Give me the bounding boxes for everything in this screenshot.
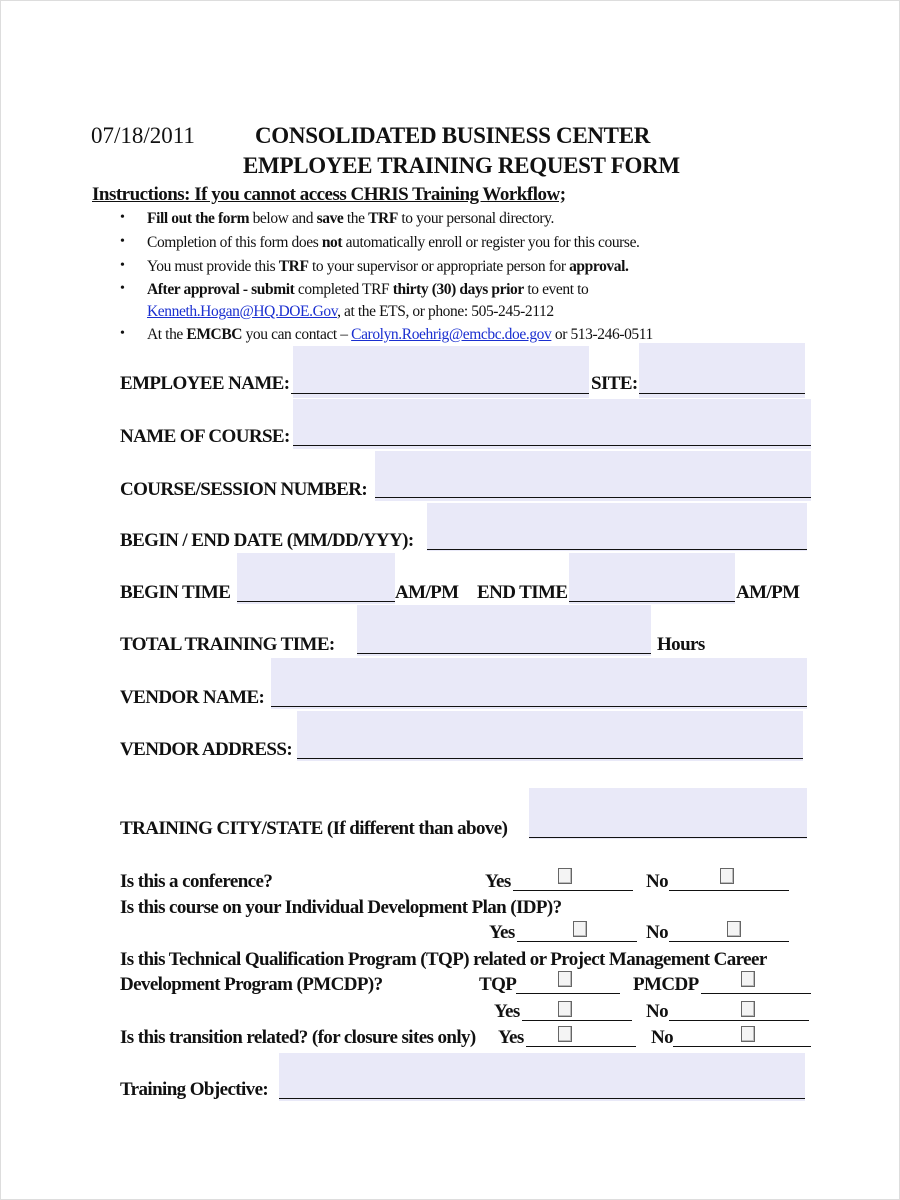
city-state-input[interactable]	[529, 788, 807, 839]
underline	[669, 1020, 809, 1021]
underline	[513, 890, 633, 891]
ampm-label: AM/PM	[736, 582, 800, 603]
no-label: No	[646, 1001, 669, 1022]
tqp-yes-checkbox[interactable]	[558, 1001, 572, 1017]
transition-no-checkbox[interactable]	[741, 1026, 755, 1042]
underline	[669, 890, 789, 891]
yes-label: Yes	[489, 922, 515, 943]
idp-yes-checkbox[interactable]	[573, 921, 587, 937]
dates-input[interactable]	[427, 503, 807, 551]
objective-label: Training Objective:	[120, 1079, 269, 1100]
course-name-label: NAME OF COURSE:	[120, 426, 290, 447]
form-date: 07/18/2011	[91, 123, 195, 148]
instruction-1: Fill out the form below and save the TRF to your personal directory.	[147, 210, 554, 227]
end-time-label: END TIME	[477, 582, 568, 603]
session-number-input[interactable]	[375, 451, 811, 501]
bullet: •	[120, 281, 125, 296]
dates-label: BEGIN / END DATE (MM/DD/YYY):	[120, 530, 414, 551]
yes-label: Yes	[498, 1027, 524, 1048]
email-link-hogan[interactable]: Kenneth.Hogan@HQ.DOE.Gov	[147, 303, 338, 320]
employee-name-input[interactable]	[293, 346, 589, 398]
tqp-checkbox[interactable]	[558, 971, 572, 987]
idp-question: Is this course on your Individual Development Plan (IDP)?	[120, 897, 562, 918]
tqp-question: Is this Technical Qualification Program (TQP) related or Project Management Career	[120, 949, 767, 970]
tqp-label: TQP	[479, 974, 517, 995]
vendor-name-label: VENDOR NAME:	[120, 687, 265, 708]
begin-time-input[interactable]	[237, 553, 395, 604]
underline	[526, 1046, 636, 1047]
total-time-input[interactable]	[357, 605, 651, 656]
underline	[529, 837, 807, 838]
underline	[279, 1098, 805, 1099]
instruction-3: You must provide this TRF to your supervisor or appropriate person for approval.	[147, 258, 629, 275]
underline	[237, 601, 395, 602]
idp-no-checkbox[interactable]	[727, 921, 741, 937]
underline	[669, 941, 789, 942]
no-label: No	[651, 1027, 674, 1048]
course-name-input[interactable]	[293, 399, 811, 449]
org-title: CONSOLIDATED BUSINESS CENTER	[255, 123, 651, 148]
instruction-2: Completion of this form does not automatically enroll or register you for this course.	[147, 234, 640, 251]
begin-time-label: BEGIN TIME	[120, 582, 231, 603]
objective-input[interactable]	[279, 1053, 805, 1101]
transition-question: Is this transition related? (for closure sites only)	[120, 1027, 476, 1048]
underline	[639, 393, 805, 394]
vendor-address-input[interactable]	[297, 711, 803, 761]
conference-no-checkbox[interactable]	[720, 868, 734, 884]
tqp-no-checkbox[interactable]	[741, 1001, 755, 1017]
no-label: No	[646, 871, 669, 892]
underline	[569, 601, 735, 602]
instructions-heading: Instructions: If you cannot access CHRIS Training Workflow;	[92, 184, 566, 205]
underline	[516, 993, 620, 994]
form-title: EMPLOYEE TRAINING REQUEST FORM	[243, 153, 680, 178]
yes-label: Yes	[485, 871, 511, 892]
underline	[357, 653, 651, 654]
underline	[293, 445, 811, 446]
transition-yes-checkbox[interactable]	[558, 1026, 572, 1042]
ampm-label: AM/PM	[395, 582, 459, 603]
site-input[interactable]	[639, 343, 805, 398]
total-time-label: TOTAL TRAINING TIME:	[120, 634, 335, 655]
end-time-input[interactable]	[569, 553, 735, 604]
tqp-question-cont: Development Program (PMCDP)?	[120, 974, 383, 995]
instruction-4-contact: Kenneth.Hogan@HQ.DOE.Gov, at the ETS, or phone: 505-245-2112	[147, 303, 554, 320]
pmcdp-checkbox[interactable]	[741, 971, 755, 987]
instruction-4: After approval - submit completed TRF thirty (30) days prior to event to	[147, 281, 589, 298]
site-label: SITE:	[591, 373, 638, 394]
underline	[673, 1046, 811, 1047]
underline	[375, 497, 811, 498]
pmcdp-label: PMCDP	[633, 974, 699, 995]
bullet: •	[120, 326, 125, 341]
underline	[271, 706, 807, 707]
underline	[517, 941, 637, 942]
city-state-label: TRAINING CITY/STATE (If different than above)	[120, 818, 508, 839]
vendor-address-label: VENDOR ADDRESS:	[120, 739, 293, 760]
hours-label: Hours	[657, 634, 705, 655]
conference-question: Is this a conference?	[120, 871, 273, 892]
yes-label: Yes	[494, 1001, 520, 1022]
employee-name-label: EMPLOYEE NAME:	[120, 373, 290, 394]
vendor-name-input[interactable]	[271, 658, 807, 709]
bullet: •	[120, 258, 125, 273]
underline	[701, 993, 811, 994]
bullet: •	[120, 210, 125, 225]
underline	[427, 549, 807, 550]
underline	[291, 393, 589, 394]
email-link-roehrig[interactable]: Carolyn.Roehrig@emcbc.doe.gov	[351, 326, 552, 343]
session-label: COURSE/SESSION NUMBER:	[120, 479, 368, 500]
conference-yes-checkbox[interactable]	[558, 868, 572, 884]
bullet: •	[120, 234, 125, 249]
instruction-5: At the EMCBC you can contact – Carolyn.Roehrig@emcbc.doe.gov or 513-246-0511	[147, 326, 653, 343]
underline	[522, 1020, 632, 1021]
underline	[297, 758, 803, 759]
no-label: No	[646, 922, 669, 943]
